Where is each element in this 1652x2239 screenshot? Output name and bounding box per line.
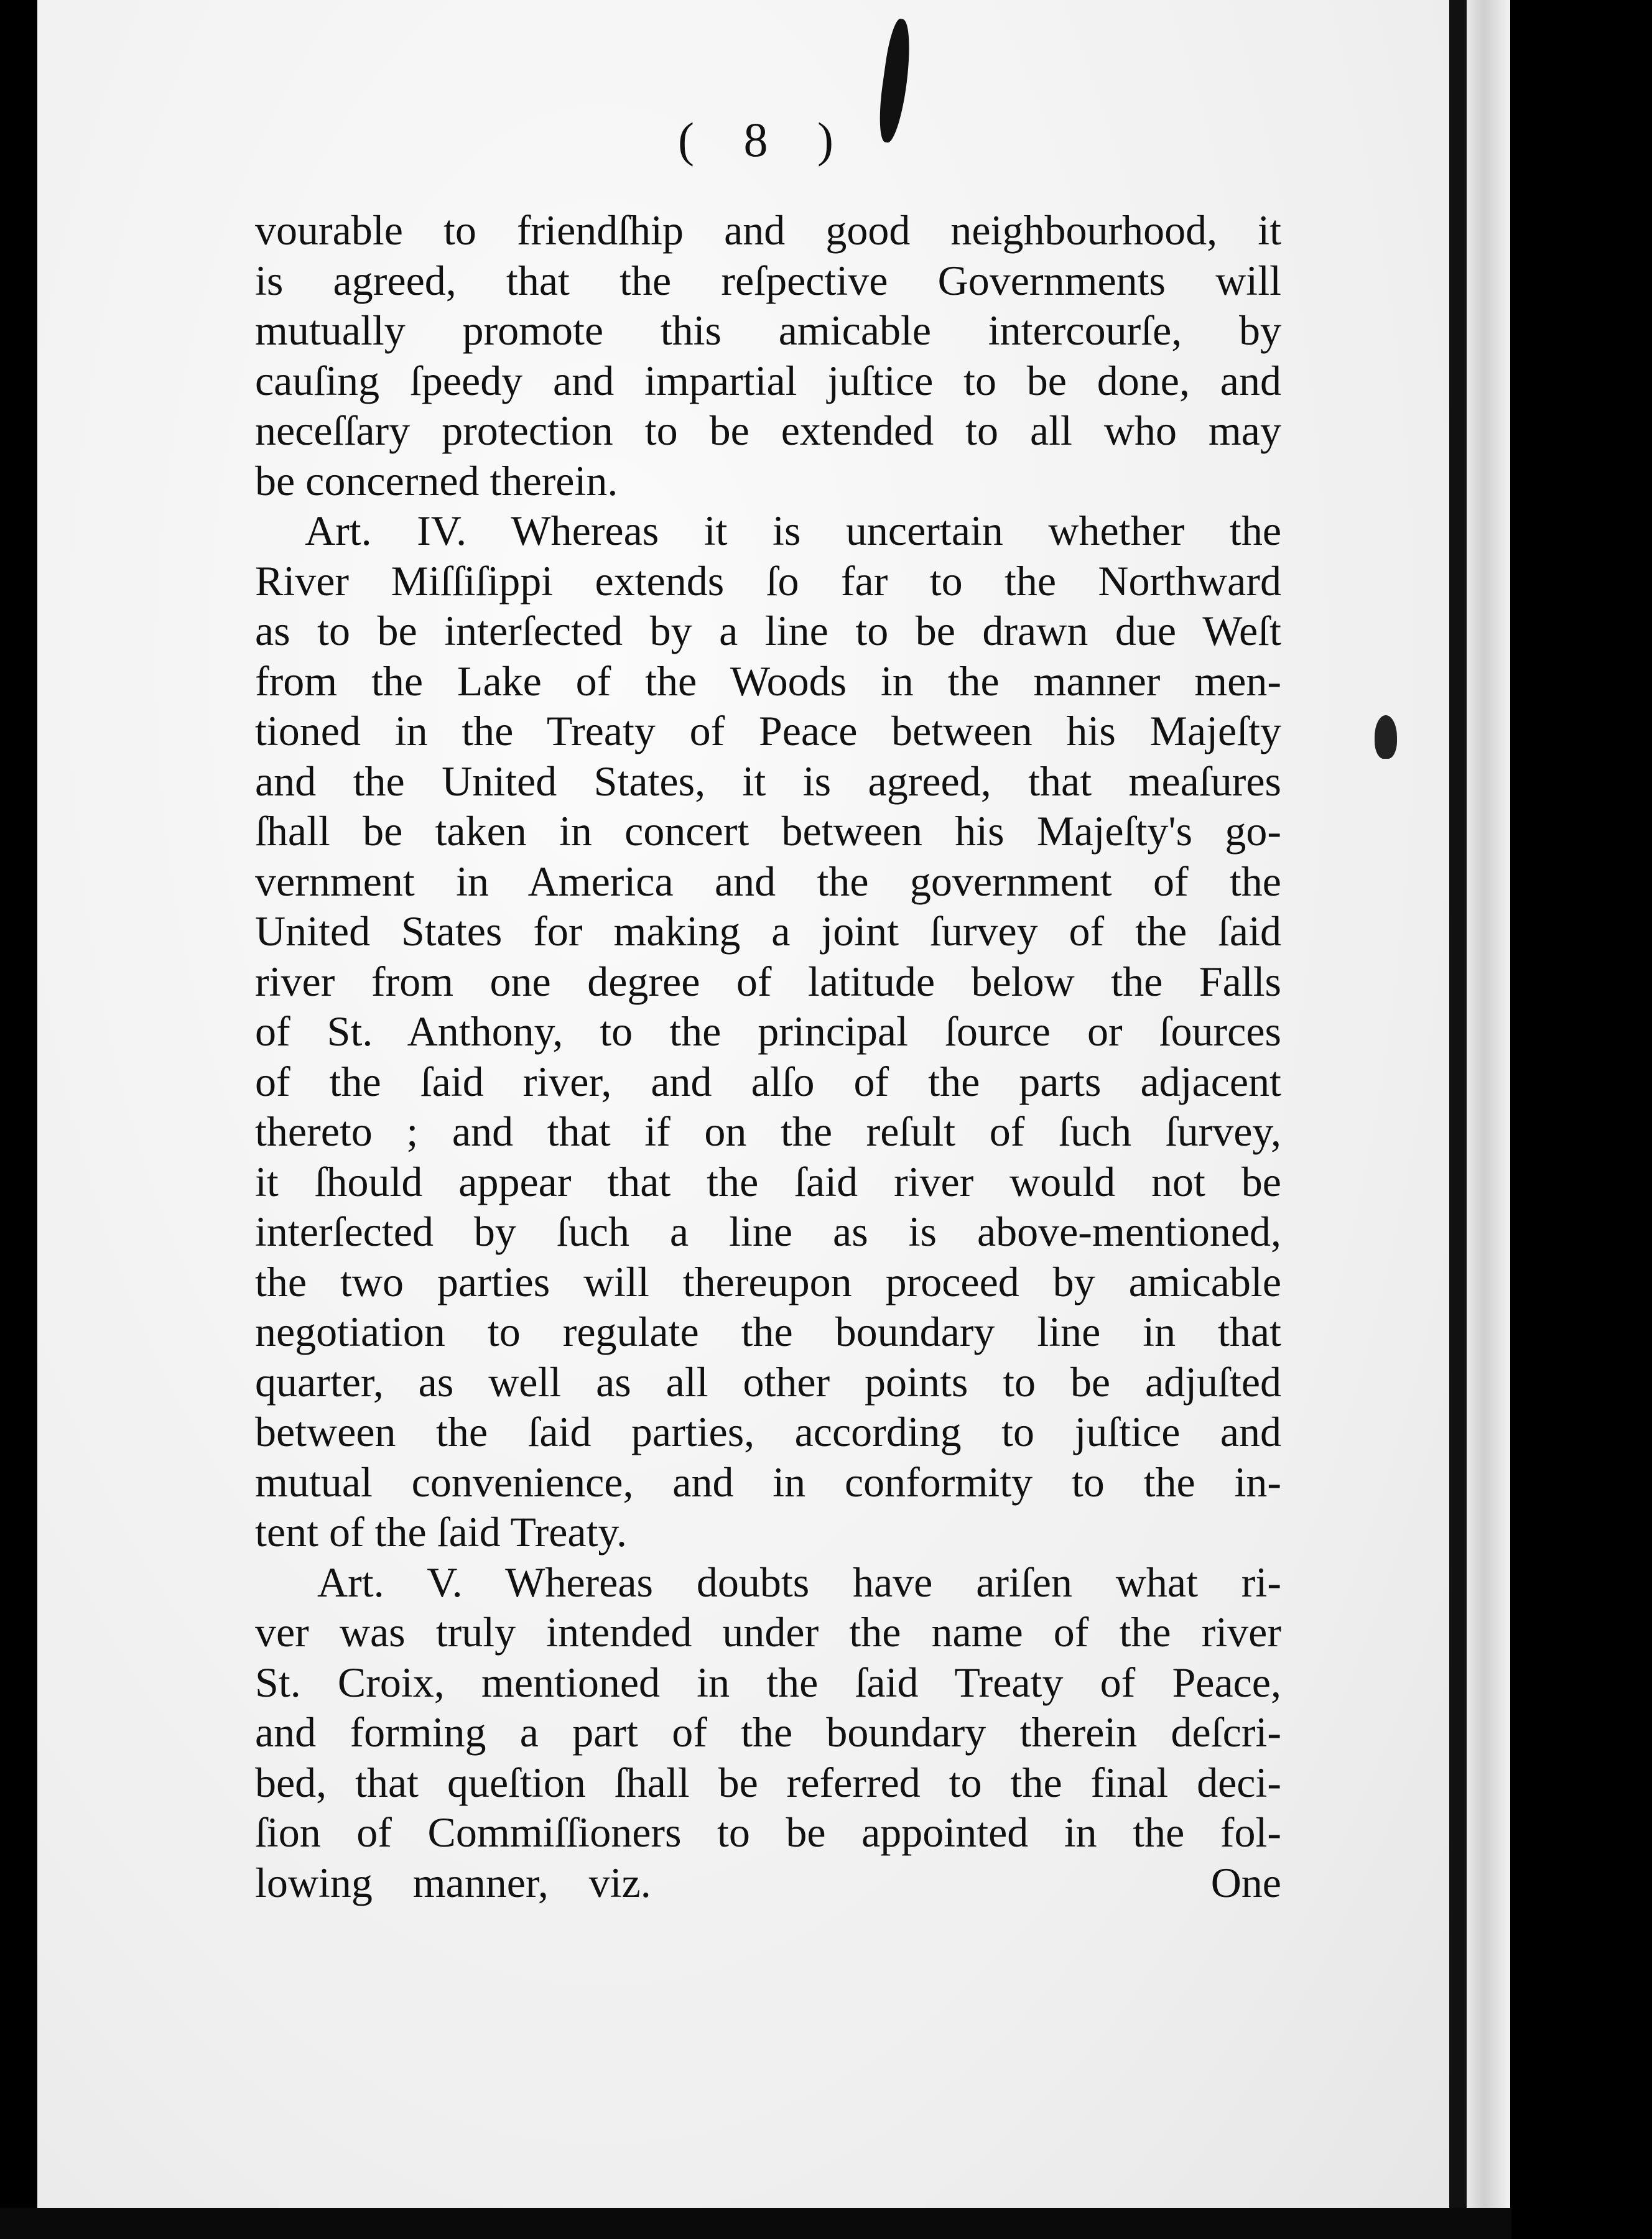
body-text (255, 205, 1281, 1908)
page-number: ( 8 ) (678, 113, 852, 167)
text-line: tioned in the Treaty of Peace between his Majeſty (255, 707, 1281, 754)
text-line: of St. Anthony, to the principal ſource or ſources (255, 1008, 1281, 1055)
text-line: quarter, as well as all other points to be adjuſted (255, 1358, 1281, 1406)
text-line: St. Croix, mentioned in the ſaid Treaty of Peace, (255, 1658, 1281, 1706)
margin-ink-mark (1375, 715, 1397, 759)
article-heading-line: Art. V. Whereas doubts have ariſen what ri- (317, 1558, 1281, 1606)
text-line: vourable to friendſhip and good neighbourhood, it (255, 206, 1281, 254)
fore-edge (1467, 0, 1510, 2239)
text-line: it ſhould appear that the ſaid river would not be (255, 1157, 1281, 1205)
text-line: tent of the ſaid Treaty. (255, 1508, 628, 1555)
text-line: and the United States, it is agreed, that meaſures (255, 757, 1281, 805)
text-line: from the Lake of the Woods in the manner men- (255, 657, 1281, 705)
text-line: river from one degree of latitude below the Falls (255, 957, 1281, 1005)
text-line: interſected by ſuch a line as is above-mentioned, (255, 1208, 1281, 1255)
text-line: mutually promote this amicable intercourſe, by (255, 307, 1281, 354)
text-line: as to be interſected by a line to be drawn due Weſt (255, 607, 1281, 654)
text-line: of the ſaid river, and alſo of the parts adjacent (255, 1057, 1281, 1105)
text-line: between the ſaid parties, according to juſtice and (255, 1408, 1281, 1455)
final-line (255, 1858, 1281, 1908)
text-line: is agreed, that the reſpective Governments will (255, 256, 1281, 304)
text-line: United States for making a joint ſurvey of the ſaid (255, 907, 1281, 955)
text-line: vernment in America and the government of the (255, 857, 1281, 905)
catchword: One (1210, 1858, 1281, 1906)
scan-margin-right (1510, 0, 1652, 2239)
text-line: be concerned therein. (255, 457, 618, 504)
text-line: the two parties will thereupon proceed by amicable (255, 1258, 1281, 1305)
text-line: bed, that queſtion ſhall be referred to the final deci- (255, 1758, 1281, 1806)
text-line: and forming a part of the boundary therein deſcri- (255, 1708, 1281, 1756)
text-line: River Miſſiſippi extends ſo far to the Northward (255, 557, 1281, 605)
text-line: ſion of Commiſſioners to be appointed in the fol- (255, 1809, 1281, 1856)
text-line: ver was truly intended under the name of the river (255, 1608, 1281, 1656)
scan-margin-bottom (0, 2208, 1511, 2239)
text-line: lowing manner, viz. (255, 1858, 651, 1906)
text-line: mutual convenience, and in conformity to the in- (255, 1458, 1281, 1506)
text-line: ſhall be taken in concert between his Majeſty's go- (255, 807, 1281, 855)
text-line: cauſing ſpeedy and impartial juſtice to be done, and (255, 356, 1281, 404)
page-gutter-shadow (1449, 0, 1467, 2239)
article-heading-line: Art. IV. Whereas it is uncertain whether the (305, 507, 1281, 554)
text-line: neceſſary protection to be extended to all who may (255, 407, 1281, 454)
text-line: negotiation to regulate the boundary line in that (255, 1308, 1281, 1355)
text-line: thereto ; and that if on the reſult of ſuch ſurvey, (255, 1108, 1281, 1155)
